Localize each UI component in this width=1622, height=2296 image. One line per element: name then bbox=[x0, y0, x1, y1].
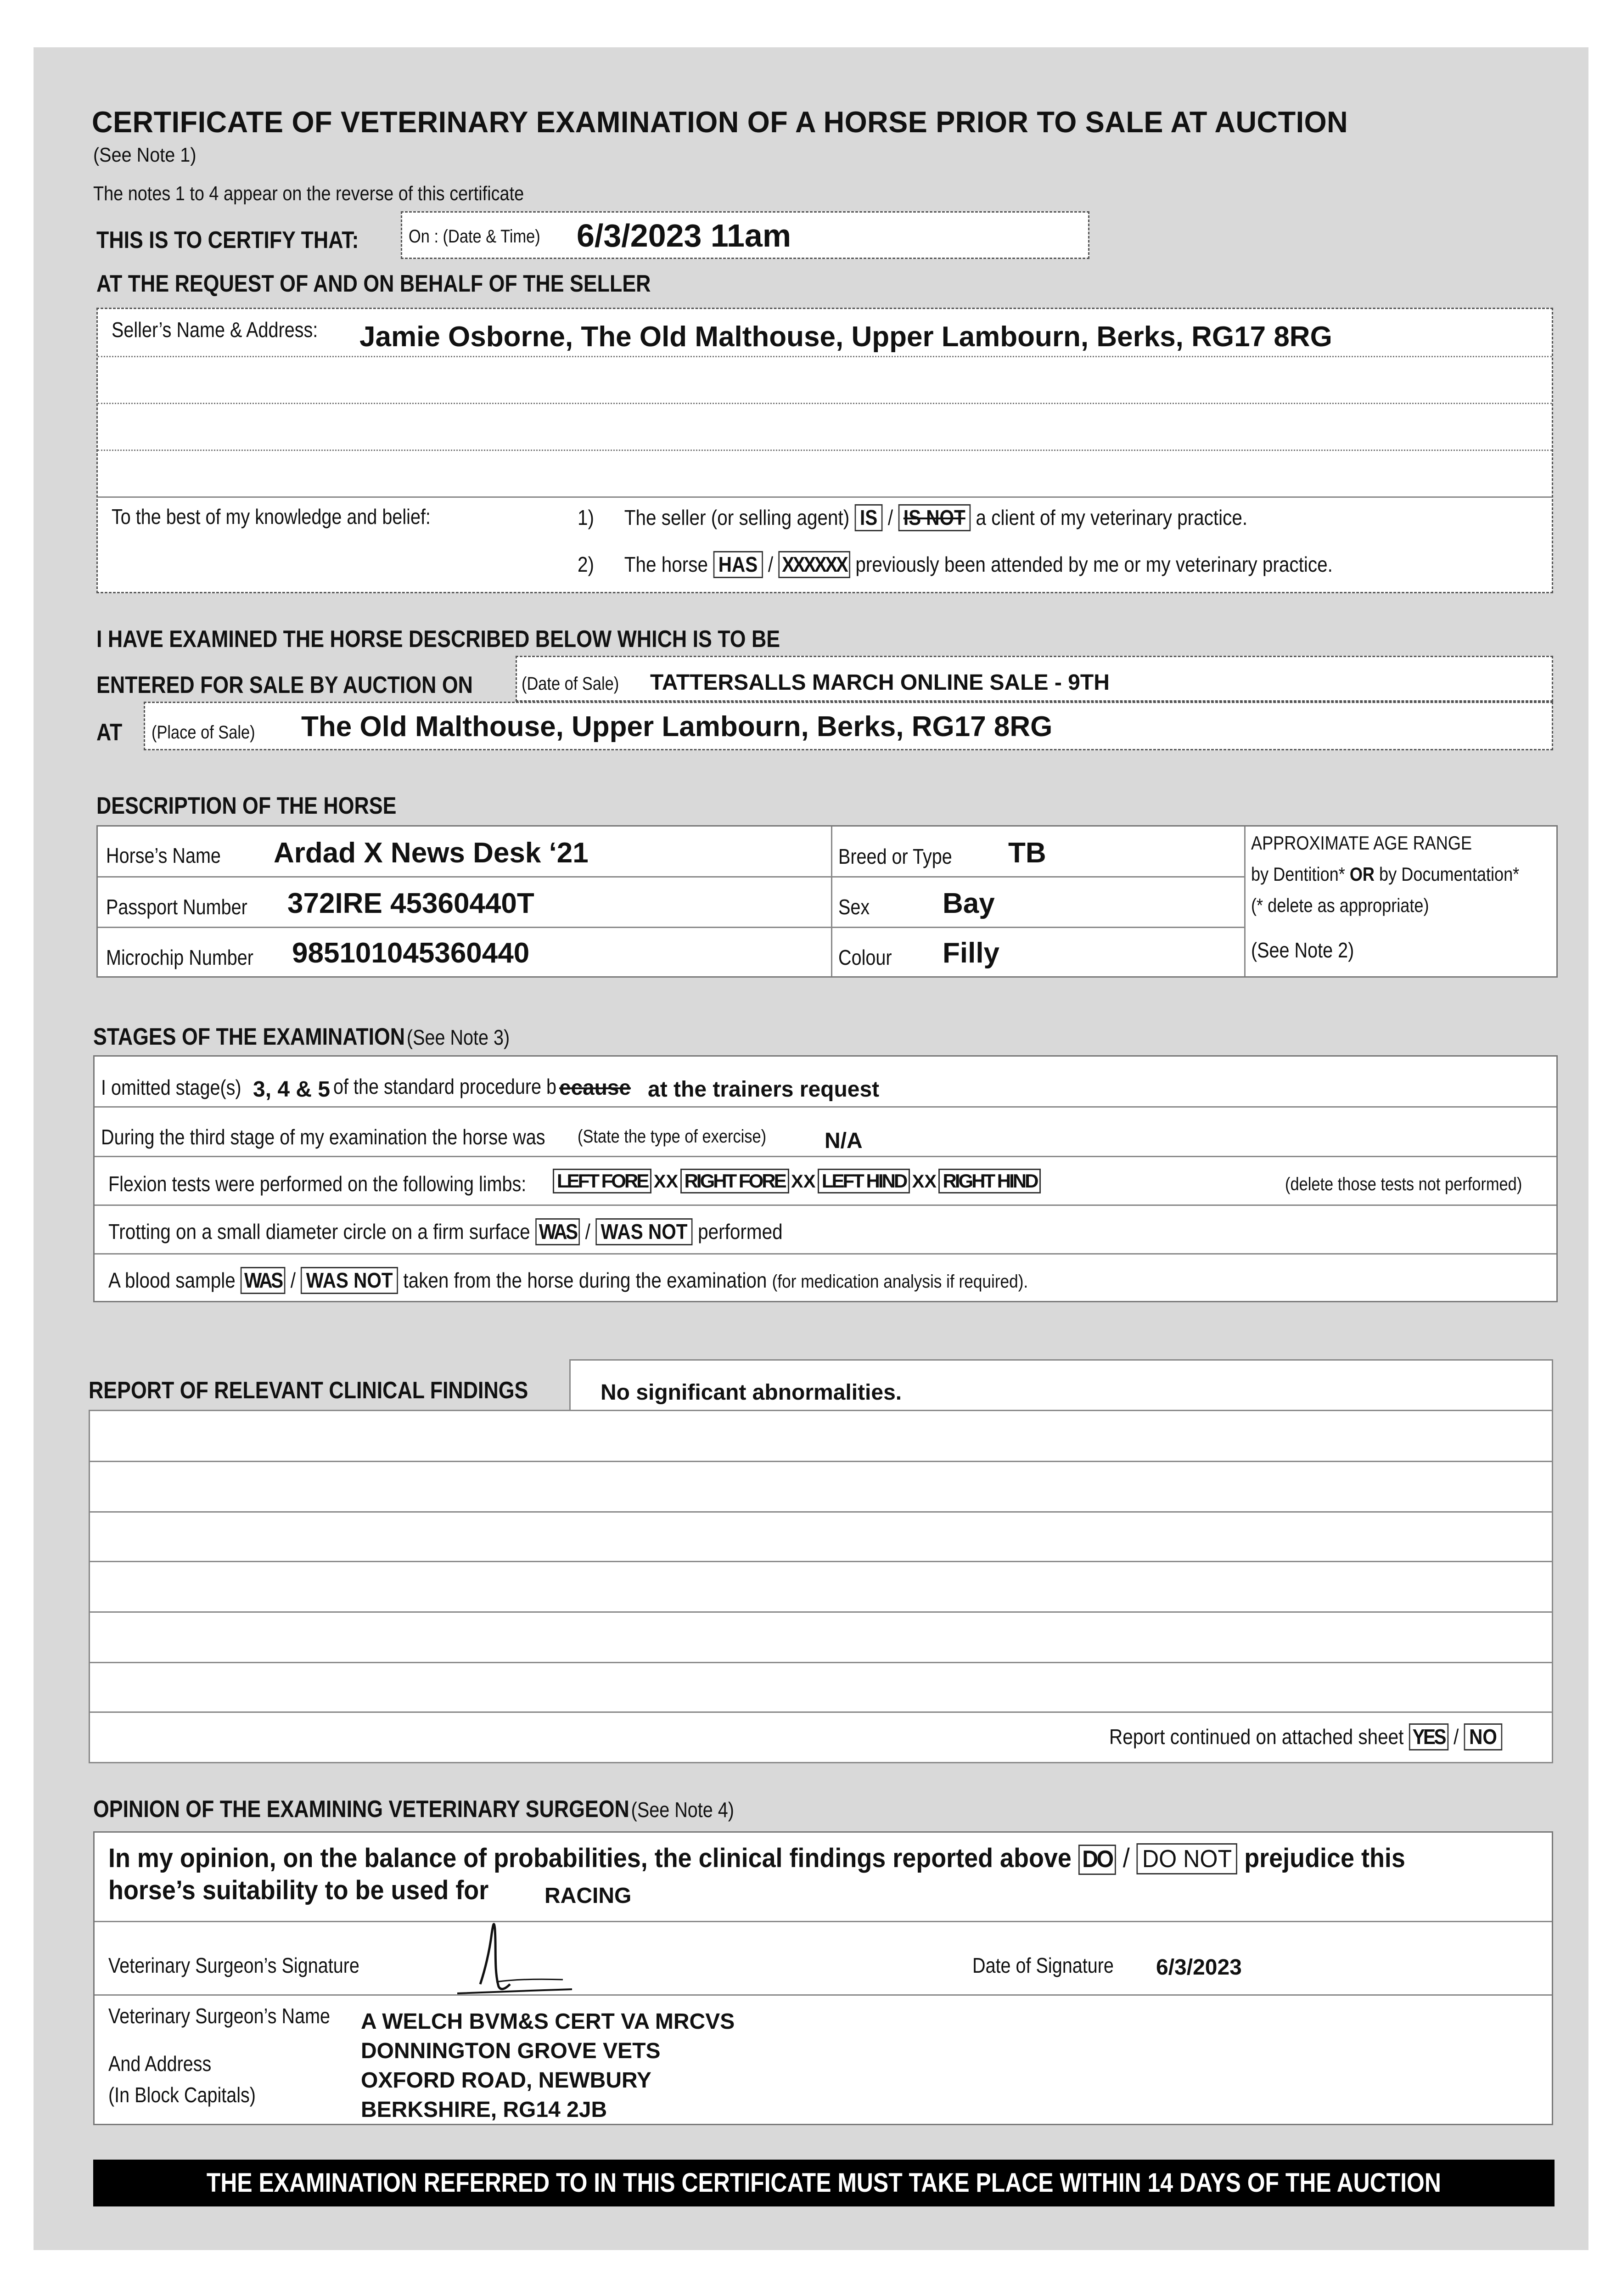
microchip-value: 985101045360440 bbox=[292, 937, 530, 969]
surgeon-address-line-2: BERKSHIRE, RG14 2JB bbox=[361, 2098, 607, 2122]
item1-tail: a client of my veterinary practice. bbox=[976, 506, 1248, 529]
surgeon-details[interactable] bbox=[361, 2007, 735, 2125]
sale-place-label: (Place of Sale) bbox=[152, 722, 255, 743]
entered-label: ENTERED FOR SALE BY AUCTION ON bbox=[96, 672, 473, 698]
opinion-use-value[interactable]: RACING bbox=[544, 1884, 632, 1908]
sale-date-value: TATTERSALLS MARCH ONLINE SALE - 9TH bbox=[650, 670, 1110, 695]
sale-date-field[interactable] bbox=[516, 656, 1553, 702]
blood-row bbox=[108, 1267, 1028, 1294]
date-time-value: 6/3/2023 11am bbox=[577, 218, 791, 253]
item2-tail: previously been attended by me or my veterinary practice. bbox=[855, 552, 1333, 576]
flexion-right-fore-struck[interactable]: RIGHT FORE bbox=[680, 1169, 789, 1193]
knowledge-item-1 bbox=[578, 504, 1247, 531]
notes-line: The notes 1 to 4 appear on the reverse of this certificate bbox=[93, 182, 524, 205]
item1-sep: / bbox=[887, 506, 893, 529]
is-option[interactable]: IS bbox=[855, 504, 883, 531]
examined-line: I HAVE EXAMINED THE HORSE DESCRIBED BELOW WHICH IS TO BE bbox=[96, 626, 780, 653]
blood-sep: / bbox=[290, 1268, 296, 1292]
item2-text: The horse bbox=[624, 552, 708, 576]
blood-note: (for medication analysis if required). bbox=[772, 1272, 1028, 1292]
flexion-right-hind-struck[interactable]: RIGHT HIND bbox=[938, 1169, 1041, 1193]
third-stage-value: N/A bbox=[825, 1129, 863, 1153]
blood-was-not-option[interactable]: WAS NOT bbox=[301, 1267, 398, 1294]
opinion-sep: / bbox=[1122, 1843, 1130, 1873]
report-finding[interactable]: No significant abnormalities. bbox=[601, 1380, 902, 1405]
opinion-tail: prejudice this bbox=[1244, 1843, 1405, 1873]
age-or: OR bbox=[1349, 863, 1375, 885]
knowledge-label: To the best of my knowledge and belief: bbox=[112, 505, 431, 529]
opinion-box bbox=[93, 1831, 1553, 2125]
flexion-left-hind-struck[interactable]: LEFT HIND bbox=[818, 1169, 910, 1193]
flexion-label: Flexion tests were performed on the following limbs: bbox=[108, 1172, 527, 1196]
item1-number: 1) bbox=[578, 506, 594, 529]
flexion-options: LEFT FORE XX RIGHT FORE XX LEFT HIND XX RIGHT HIND bbox=[553, 1169, 1041, 1193]
breed-value: TB bbox=[1008, 837, 1046, 869]
report-lines-box[interactable] bbox=[89, 1410, 1553, 1763]
date-of-signature-label: Date of Signature bbox=[972, 1953, 1114, 1977]
surgeon-name-label: Veterinary Surgeon’s Name bbox=[108, 2004, 331, 2028]
horse-name-value: Ardad X News Desk ‘21 bbox=[274, 837, 589, 869]
age-see-note: (See Note 2) bbox=[1251, 938, 1354, 962]
sex-value: Bay bbox=[943, 888, 995, 919]
date-time-field[interactable] bbox=[401, 211, 1089, 259]
horse-name-label: Horse’s Name bbox=[106, 844, 221, 867]
is-not-option-struck[interactable]: IS NOT bbox=[898, 504, 971, 531]
opinion-do-option-struck[interactable]: DO bbox=[1078, 1845, 1116, 1875]
flexion-note: (delete those tests not performed) bbox=[1285, 1174, 1522, 1194]
footer-text: THE EXAMINATION REFERRED TO IN THIS CERTIFICATE MUST TAKE PLACE WITHIN 14 DAYS OF THE AUCTION bbox=[206, 2168, 1441, 2198]
blood-was-option-struck[interactable]: WAS bbox=[241, 1267, 285, 1294]
report-yes-option-struck[interactable]: YES bbox=[1409, 1723, 1448, 1750]
horse-section-title: DESCRIPTION OF THE HORSE bbox=[96, 793, 397, 819]
opinion-line-1 bbox=[108, 1843, 1405, 1875]
stages-title: STAGES OF THE EXAMINATION bbox=[93, 1024, 405, 1050]
opinion-note: (See Note 4) bbox=[631, 1798, 734, 1822]
surgeon-practice-line: DONNINGTON GROVE VETS bbox=[361, 2039, 661, 2063]
address-label: And Address bbox=[108, 2052, 212, 2076]
blood-label: A blood sample bbox=[108, 1268, 236, 1292]
sale-place-field[interactable] bbox=[144, 702, 1553, 750]
opinion-do-not-option[interactable]: DO NOT bbox=[1137, 1843, 1237, 1874]
date-time-label: On : (Date & Time) bbox=[409, 226, 540, 247]
certify-label: THIS IS TO CERTIFY THAT: bbox=[96, 227, 359, 253]
age-delete-note: (* delete as appropriate) bbox=[1251, 895, 1429, 916]
flexion-left-fore-struck[interactable]: LEFT FORE bbox=[553, 1169, 651, 1193]
footer-banner bbox=[93, 2160, 1555, 2206]
surgeon-name-line: A WELCH BVM&S CERT VA MRCVS bbox=[361, 2009, 735, 2034]
blood-tail: taken from the horse during the examination bbox=[403, 1268, 767, 1292]
sale-place-value: The Old Malthouse, Upper Lambourn, Berks, RG17 8RG bbox=[301, 711, 1053, 743]
breed-label: Breed or Type bbox=[838, 844, 952, 868]
has-option[interactable]: HAS bbox=[713, 551, 763, 578]
trot-row bbox=[108, 1218, 783, 1245]
item2-number: 2) bbox=[578, 552, 594, 576]
omit-row bbox=[101, 1075, 264, 1100]
report-first-line-box bbox=[569, 1359, 1553, 1411]
report-continued-label: Report continued on attached sheet bbox=[1109, 1725, 1404, 1749]
passport-label: Passport Number bbox=[106, 895, 247, 919]
opinion-line-2: horse’s suitability to be used for bbox=[108, 1875, 489, 1905]
seller-value[interactable]: Jamie Osborne, The Old Malthouse, Upper Lambourn, Berks, RG17 8RG bbox=[359, 321, 1332, 353]
opinion-section-title bbox=[93, 1795, 734, 1823]
seller-label: Seller’s Name & Address: bbox=[112, 318, 318, 342]
trot-tail: performed bbox=[698, 1220, 783, 1244]
trot-was-not-option[interactable]: WAS NOT bbox=[595, 1218, 693, 1245]
certificate-title: CERTIFICATE OF VETERINARY EXAMINATION OF A HORSE PRIOR TO SALE AT AUCTION bbox=[92, 105, 1348, 139]
third-stage-label: During the third stage of my examination the horse was bbox=[101, 1125, 545, 1149]
report-section-title: REPORT OF RELEVANT CLINICAL FINDINGS bbox=[89, 1377, 528, 1404]
stages-note: (See Note 3) bbox=[406, 1025, 510, 1049]
sex-label: Sex bbox=[838, 895, 870, 919]
signature-icon bbox=[453, 1915, 600, 1998]
date-of-signature-value[interactable]: 6/3/2023 bbox=[1156, 1955, 1242, 1980]
at-label: AT bbox=[96, 719, 123, 746]
report-continued-row bbox=[1109, 1723, 1502, 1750]
block-capitals-label: (In Block Capitals) bbox=[108, 2083, 256, 2107]
sale-date-label: (Date of Sale) bbox=[522, 674, 619, 694]
report-sep: / bbox=[1454, 1725, 1459, 1749]
horse-table bbox=[96, 825, 1558, 978]
request-line: AT THE REQUEST OF AND ON BEHALF OF THE SELLER bbox=[96, 270, 651, 297]
passport-value: 372IRE 45360440T bbox=[287, 888, 534, 919]
see-note-1: (See Note 1) bbox=[93, 144, 196, 166]
surgeon-address-line-1: OXFORD ROAD, NEWBURY bbox=[361, 2068, 651, 2093]
knowledge-item-2 bbox=[578, 551, 1333, 578]
microchip-label: Microchip Number bbox=[106, 945, 253, 969]
stages-section-title bbox=[93, 1023, 510, 1051]
report-no-option[interactable]: NO bbox=[1464, 1723, 1503, 1750]
item1-text: The seller (or selling agent) bbox=[624, 506, 850, 529]
omit-reason: at the trainers request bbox=[648, 1077, 880, 1102]
trot-sep: / bbox=[585, 1220, 590, 1244]
omit-strike: ecause bbox=[559, 1075, 631, 1099]
signature-label: Veterinary Surgeon’s Signature bbox=[108, 1953, 359, 1977]
age-by-dentition: by Dentition* bbox=[1251, 863, 1345, 885]
colour-label: Colour bbox=[838, 945, 892, 969]
has-not-option-struck[interactable]: XXXXXX bbox=[778, 551, 850, 578]
age-range-title: APPROXIMATE AGE RANGE bbox=[1251, 832, 1472, 854]
age-by-documentation: by Documentation* bbox=[1379, 863, 1520, 885]
seller-box bbox=[96, 308, 1553, 593]
item2-sep: / bbox=[768, 552, 774, 576]
opinion-statement: In my opinion, on the balance of probabilities, the clinical findings reported above bbox=[108, 1843, 1072, 1873]
colour-value: Filly bbox=[943, 937, 1000, 969]
trot-label: Trotting on a small diameter circle on a firm surface bbox=[108, 1220, 530, 1244]
age-range-method bbox=[1251, 863, 1519, 885]
omit-label: I omitted stage(s) bbox=[101, 1075, 241, 1099]
opinion-title: OPINION OF THE EXAMINING VETERINARY SURGEON bbox=[93, 1796, 629, 1823]
omit-value: 3, 4 & 5 bbox=[253, 1077, 331, 1102]
trot-was-option-struck[interactable]: WAS bbox=[535, 1218, 580, 1245]
omit-mid: of the standard procedure b bbox=[333, 1075, 557, 1098]
third-stage-note: (State the type of exercise) bbox=[578, 1126, 767, 1147]
stages-table bbox=[93, 1055, 1558, 1302]
